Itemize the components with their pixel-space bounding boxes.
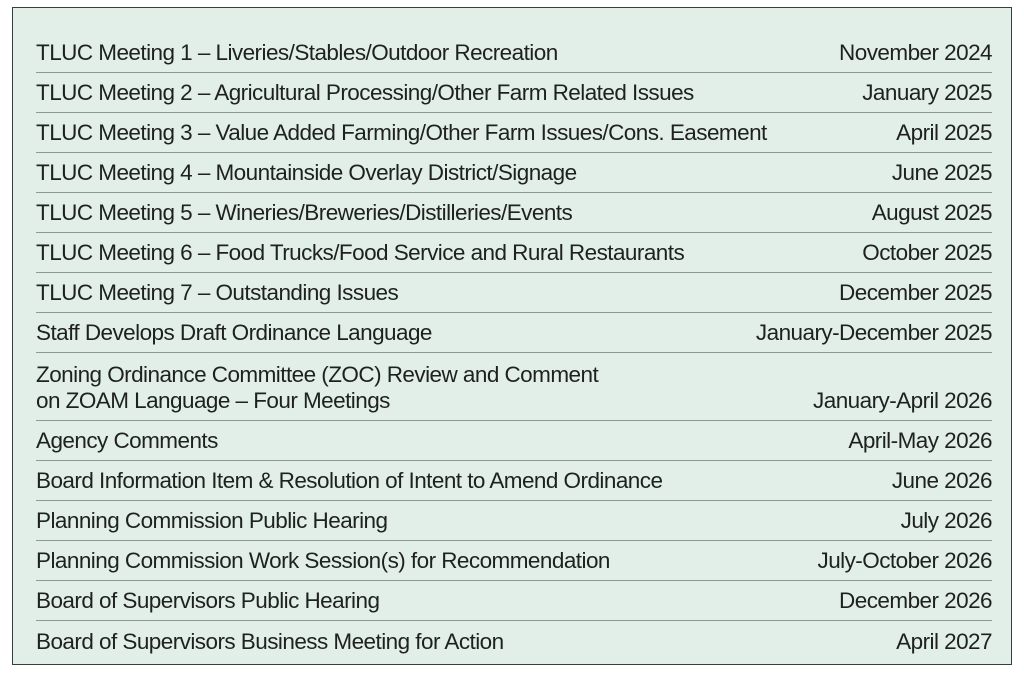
row-date: August 2025 xyxy=(871,200,992,225)
row-date: January-December 2025 xyxy=(755,320,992,345)
row-task: TLUC Meeting 3 – Value Added Farming/Other Farm Issues/Cons. Easement xyxy=(36,120,767,145)
schedule-row xyxy=(36,353,992,421)
row-task: Planning Commission Work Session(s) for Recommendation xyxy=(36,548,610,573)
row-date: April 2025 xyxy=(896,120,992,145)
schedule-row xyxy=(36,501,992,541)
row-date: April-May 2026 xyxy=(848,428,992,453)
schedule-row xyxy=(36,581,992,621)
row-date: November 2024 xyxy=(839,40,992,65)
row-task: Staff Develops Draft Ordinance Language xyxy=(36,320,432,345)
schedule-row xyxy=(36,153,992,193)
row-date: June 2025 xyxy=(891,160,992,185)
row-task: TLUC Meeting 1 – Liveries/Stables/Outdoor Recreation xyxy=(36,40,558,65)
row-date: December 2025 xyxy=(839,280,992,305)
row-task: TLUC Meeting 6 – Food Trucks/Food Service and Rural Restaurants xyxy=(36,240,685,265)
schedule-row xyxy=(36,273,992,313)
row-task: Board Information Item & Resolution of Intent to Amend Ordinance xyxy=(36,468,663,493)
row-date: June 2026 xyxy=(891,468,992,493)
row-date: July 2026 xyxy=(900,508,992,533)
schedule-row xyxy=(36,421,992,461)
schedule-row xyxy=(36,541,992,581)
schedule-row xyxy=(36,73,992,113)
row-task: TLUC Meeting 5 – Wineries/Breweries/Distilleries/Events xyxy=(36,200,573,225)
row-date: January 2025 xyxy=(862,80,992,105)
row-task: Board of Supervisors Business Meeting for Action xyxy=(36,629,504,654)
schedule-row xyxy=(36,113,992,153)
row-task: Zoning Ordinance Committee (ZOC) Review and Comment on ZOAM Language – Four Meetings xyxy=(36,362,599,413)
schedule-row xyxy=(36,621,992,661)
row-task: TLUC Meeting 7 – Outstanding Issues xyxy=(36,280,399,305)
row-date: January-April 2026 xyxy=(813,388,992,413)
row-task: TLUC Meeting 4 – Mountainside Overlay District/Signage xyxy=(36,160,577,185)
row-date: December 2026 xyxy=(839,588,992,613)
row-task: Agency Comments xyxy=(36,428,218,453)
schedule-table xyxy=(36,33,992,661)
row-date: July-October 2026 xyxy=(817,548,992,573)
schedule-row xyxy=(36,313,992,353)
row-task: TLUC Meeting 2 – Agricultural Processing/Other Farm Related Issues xyxy=(36,80,694,105)
schedule-row xyxy=(36,193,992,233)
row-date: April 2027 xyxy=(896,629,992,654)
schedule-row xyxy=(36,461,992,501)
row-task: Planning Commission Public Hearing xyxy=(36,508,388,533)
schedule-row xyxy=(36,33,992,73)
schedule-panel xyxy=(12,7,1012,665)
row-task: Board of Supervisors Public Hearing xyxy=(36,588,380,613)
row-date: October 2025 xyxy=(862,240,992,265)
schedule-row xyxy=(36,233,992,273)
